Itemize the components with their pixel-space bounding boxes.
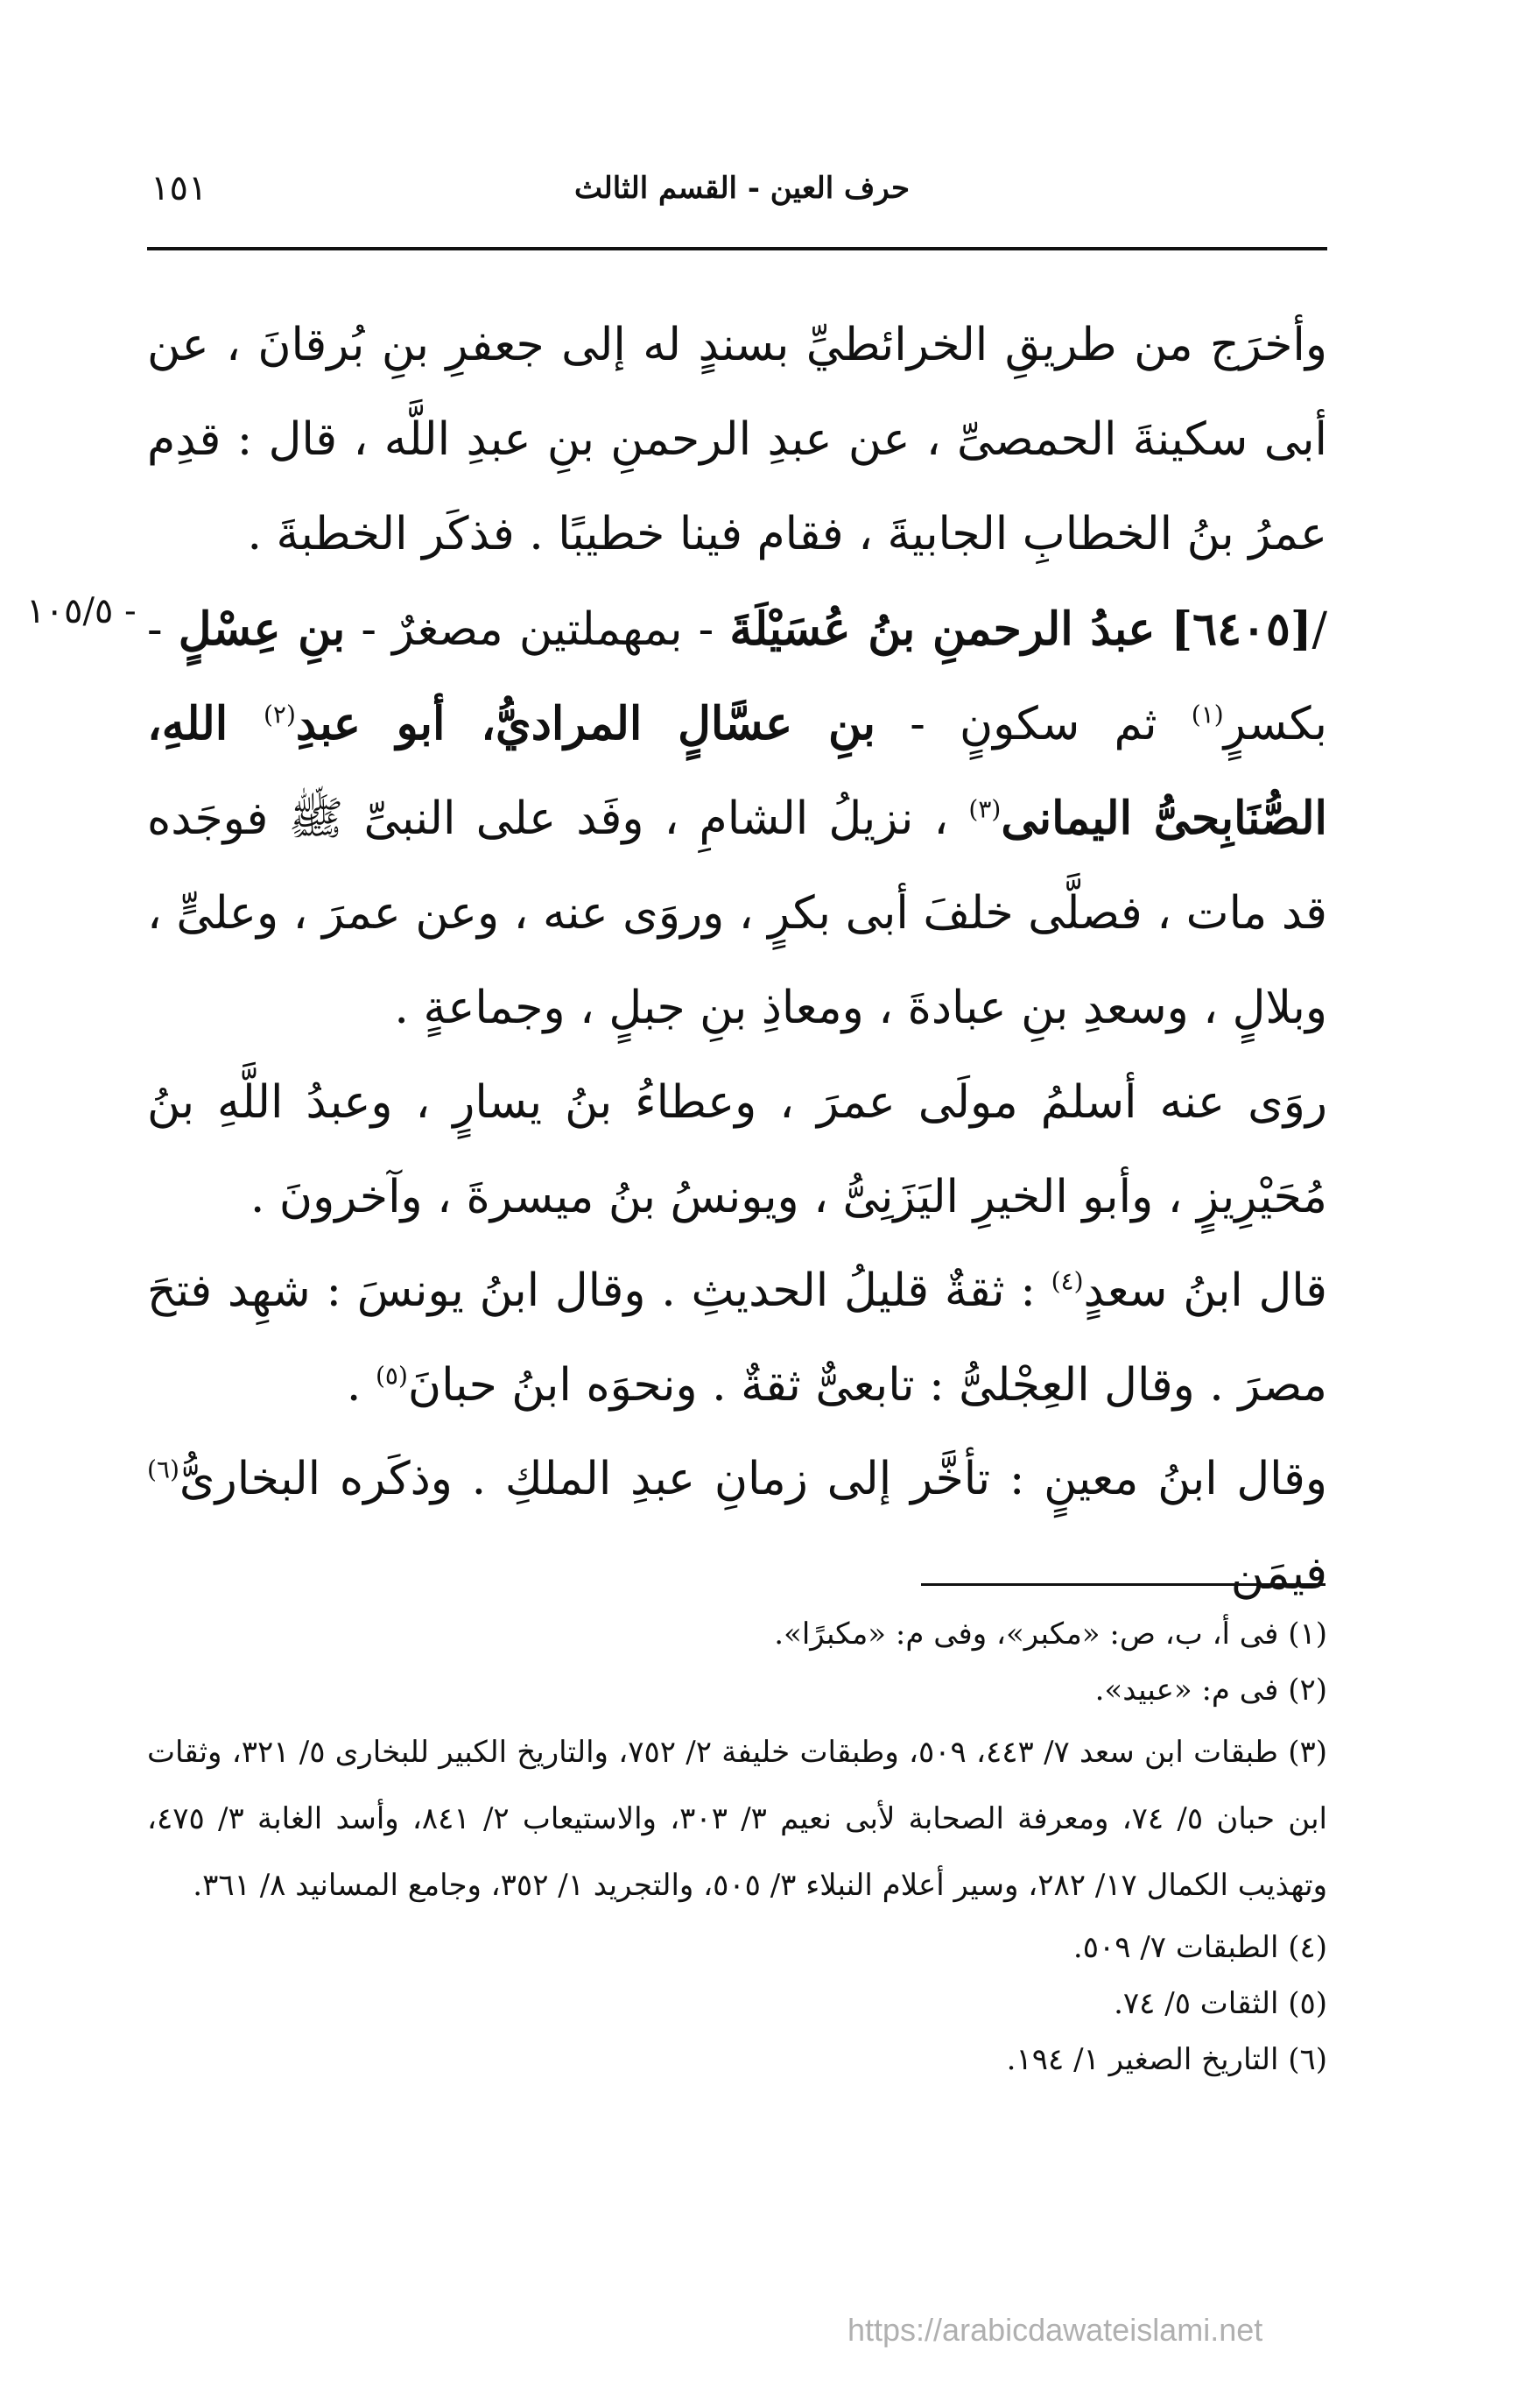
entry-desc-2: - بكسرٍ: [147, 603, 1327, 750]
footnote-3: (٣) طبقات ابن سعد ٧/ ٤٤٣، ٥٠٩، وطبقات خليفة ٢/ ٧٥٢، والتاريخ الكبير للبخارى ٥/ ٣٢١، وثقات ابن حبان ٥/ ٧٤، ومعرفة الصحابة لأبى نعيم ٣/ ٣٠٣، والاستيعاب ٢/ ٨٤١، وأسد الغابة ٣/ ٤٧٥، وتهذيب الكمال ١٧/ ٢٨٢، وسير أعلام النبلاء ٣/ ٥٠٥، والتجريد ١/ ٣٥٢، وجامع المسانيد ٨/ ٣٦١.: [147, 1735, 1328, 1903]
footnotes: [147, 1607, 1327, 2089]
footnote-2: (٢) فى م: «عبيد».: [1094, 1673, 1327, 1708]
footnote-ref-6: (٦): [147, 1455, 179, 1484]
footnote-6: (٦) التاريخ الصغير ١/ ١٩٤.: [1006, 2042, 1327, 2077]
footnote-1: (١) فى أ، ب، ص: «مكبر»، وفى م: «مكبرًا».: [774, 1617, 1327, 1652]
para5-text-a: وقال ابنُ معينٍ : تأخَّر إلى زمانِ عبدِ الملكِ . وذكَره البخارىُّ: [179, 1453, 1327, 1505]
entry-name-3: بنِ عسَّالٍ المراديُّ، أبو عبدِ: [295, 697, 875, 750]
para5-text-b: فيمَن: [1230, 1547, 1327, 1600]
footnote-rule: [921, 1583, 1326, 1586]
entry-desc-1: - بمهملتين مصغرٌ -: [345, 603, 730, 656]
footnote-5: (٥) الثقات ٥/ ٧٤.: [1114, 1986, 1327, 2021]
footnote-ref-4: (٤): [1051, 1266, 1084, 1296]
paragraph-1: وأخرَج من طريقِ الخرائطيِّ بسندٍ له إلى جعفرِ بنِ بُرقانَ ، عن أبى سكينةَ الحمصىِّ ، عن عبدِ الرحمنِ بنِ عبدِ اللَّه ، قال : قدِم عمرُ بنُ الخطابِ الجابيةَ ، فقام فينا خطيبًا . فذكَر الخطبةَ .: [147, 319, 1327, 560]
entry-name-4: اللهِ، الصُّنَابِحىُّ اليمانى: [147, 697, 1328, 845]
entry-marker: /: [1311, 603, 1327, 656]
entry-rest: ، نزيلُ الشامِ ، وفَد على النبىِّ ﷺ فوجَده قد مات ، فصلَّى خلفَ أبى بكرٍ ، وروَى عنه ، وعن عمرَ ، وعلىٍّ ، وبلالٍ ، وسعدِ بنِ عبادةَ ، ومعاذِ بنِ جبلٍ ، وجماعةٍ .: [147, 792, 1328, 1034]
page-number: ١٥١: [151, 168, 207, 208]
running-header-title: حرف العين - القسم الثالث: [574, 171, 910, 206]
para4-text-a: قال ابنُ سعدٍ: [1083, 1264, 1327, 1317]
entry-name-2: بنِ عِسْلٍ: [178, 602, 346, 656]
entry-paragraph: [147, 582, 1327, 1055]
entry-desc-3: ثم سكونٍ -: [875, 698, 1192, 750]
margin-volume-reference: - ١٠٥/٥: [26, 591, 137, 631]
watermark-url: https://arabicdawateislami.net: [847, 2312, 1263, 2348]
entry-number: [٦٤٠٥]: [1171, 602, 1312, 656]
footnote-4: (٤) الطبقات ٧/ ٥٠٩.: [1072, 1930, 1327, 1965]
para4-text-b: : ثقةٌ قليلُ الحديثِ . وقال ابنُ يونسَ : شهِد فتحَ مصرَ . وقال العِجْلىُّ : تابعىٌّ ثقةٌ . ونحوَه ابنُ حبانَ: [147, 1264, 1327, 1412]
header-rule: [147, 247, 1327, 250]
footnote-ref-3: (٣): [968, 794, 1002, 824]
paragraph-ibn-maeen: [147, 1432, 1327, 1621]
entry-name: عبدُ الرحمنِ بنُ عُسَيْلَةَ: [729, 602, 1156, 656]
paragraph-assessments: [147, 1243, 1327, 1433]
para4-text-c: .: [346, 1359, 376, 1412]
footnote-ref-2: (٢): [263, 700, 296, 729]
footnote-ref-1: (١): [1191, 700, 1224, 729]
paragraph-narrators: روَى عنه أسلمُ مولَى عمرَ ، وعطاءُ بنُ يسارٍ ، وعبدُ اللَّهِ بنُ مُحَيْرِيزٍ ، وأبو الخيرِ اليَزَنِىُّ ، ويونسُ بنُ ميسرةَ ، وآخرونَ .: [147, 1076, 1327, 1223]
footnote-ref-5: (٥): [375, 1361, 408, 1391]
